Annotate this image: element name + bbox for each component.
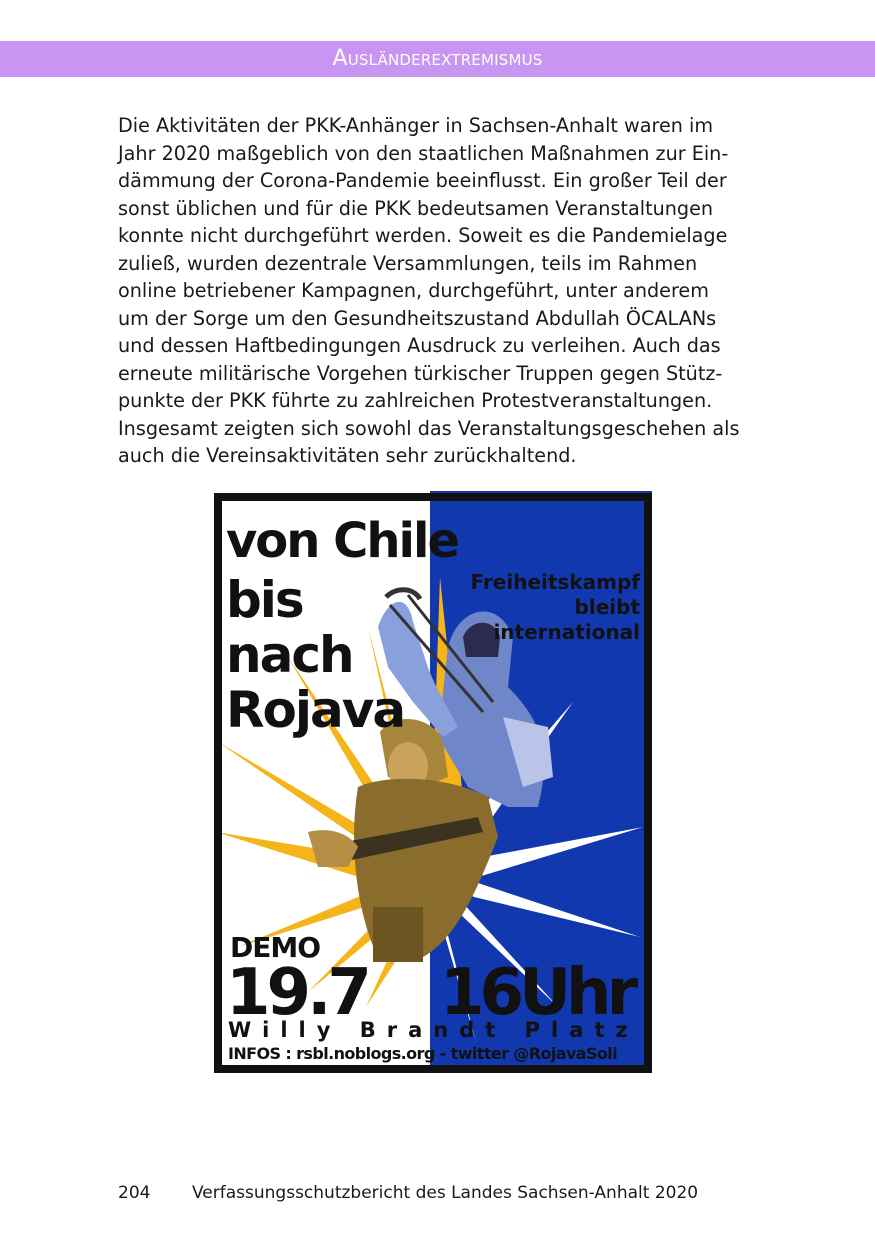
poster-infos: INFOS : rsbl.noblogs.org - twitter @RojavaSoli — [228, 1044, 618, 1063]
body-line: auch die Vereinsaktivitäten sehr zurückhaltend. — [118, 444, 577, 467]
body-line: Insgesamt zeigten sich sowohl das Veranstaltungsgeschehen als — [118, 416, 740, 440]
poster-slogan-line: bleibt — [574, 595, 640, 619]
poster-headline-line: von Chile — [226, 513, 459, 569]
body-line: konnte nicht durchgeführt werden. Soweit es die Pandemielage — [118, 224, 728, 247]
poster-location: Willy Brandt Platz — [228, 1018, 639, 1042]
body-line: dämmung der Corona-Pandemie beeinflusst. Ein großer Teil der — [118, 169, 727, 192]
body-line: punkte der PKK führte zu zahlreichen Protestveranstaltungen. — [118, 389, 713, 412]
body-line: online betriebener Kampagnen, durchgeführt, unter anderem — [118, 279, 709, 302]
poster-event-label: DEMO — [230, 931, 321, 964]
body-line: um der Sorge um den Gesundheitszustand Abdullah ÖCALANs — [118, 306, 717, 330]
page-number: 204 — [118, 1183, 151, 1203]
body-line: Die Aktivitäten der PKK-Anhänger in Sachsen-Anhalt waren im — [118, 114, 714, 137]
section-title: Ausländerextremismus — [332, 46, 543, 71]
poster-date: 19.7 — [226, 956, 368, 1030]
body-line: sonst üblichen und für die PKK bedeutsamen Veranstaltungen — [118, 196, 714, 220]
body-paragraph — [118, 112, 763, 470]
body-line: und dessen Haftbedingungen Ausdruck zu verleihen. Auch das — [118, 334, 721, 357]
body-line: zuließ, wurden dezentrale Versammlungen, teils im Rahmen — [118, 251, 698, 275]
publication-title: Verfassungsschutzbericht des Landes Sachsen-Anhalt 2020 — [192, 1183, 699, 1203]
demo-poster-image — [208, 487, 655, 1077]
poster-slogan-line: Freiheitskampf — [470, 570, 640, 594]
body-line: Jahr 2020 maßgeblich von den staatlichen Maßnahmen zur Ein- — [118, 141, 729, 165]
poster-headline-line: Rojava — [226, 681, 405, 739]
poster-headline-line: nach — [226, 626, 353, 684]
body-line: erneute militärische Vorgehen türkischer Truppen gegen Stütz- — [118, 361, 723, 385]
poster-slogan-line: international — [493, 620, 640, 644]
poster-time: 16Uhr — [440, 956, 634, 1030]
poster-headline-line: bis — [226, 571, 303, 629]
